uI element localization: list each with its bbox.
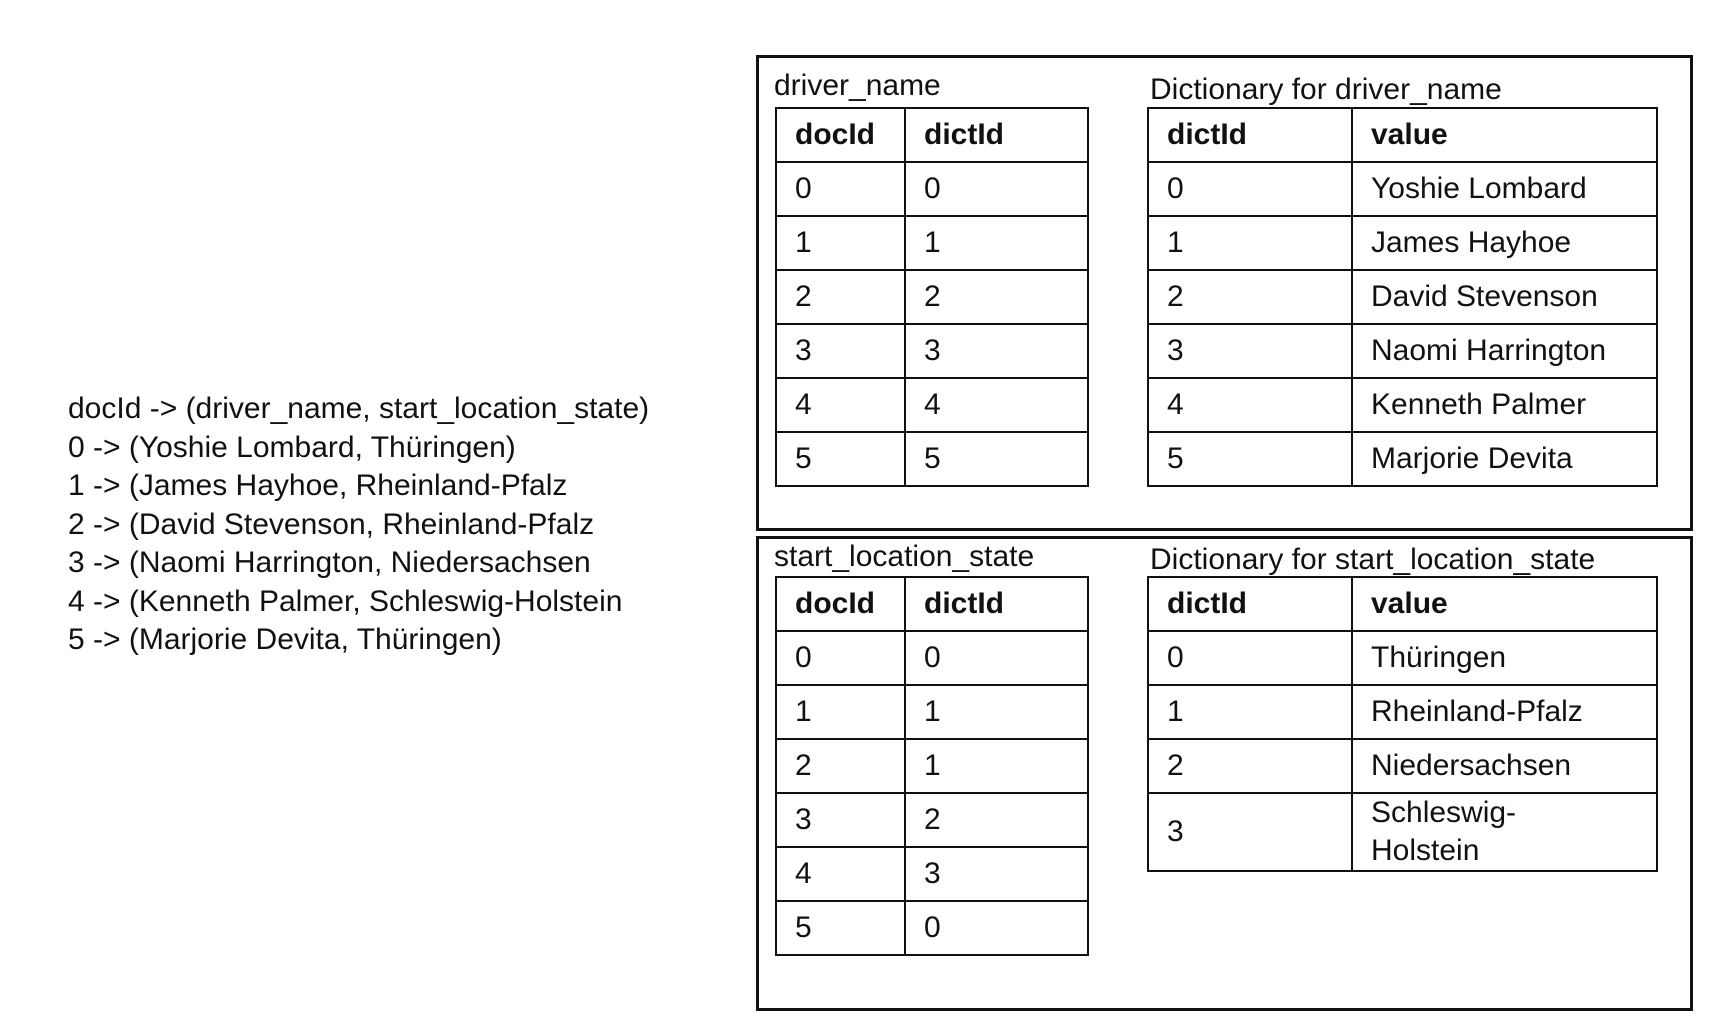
header-cell: dictId — [905, 577, 1088, 631]
header-cell: value — [1352, 108, 1657, 162]
cell: 0 — [1148, 162, 1352, 216]
state-dict-table — [1147, 576, 1658, 872]
table-row — [1148, 216, 1657, 270]
header-cell: dictId — [905, 108, 1088, 162]
cell: 4 — [776, 847, 905, 901]
cell: 5 — [905, 432, 1088, 486]
mapping-line: 5 -> (Marjorie Devita, Thüringen) — [68, 623, 502, 656]
cell: Marjorie Devita — [1352, 432, 1657, 486]
table-row — [1148, 324, 1657, 378]
state-table — [775, 576, 1089, 956]
mapping-header: docId -> (driver_name, start_location_state) — [68, 392, 650, 425]
table-row — [776, 432, 1088, 486]
doc-mapping — [68, 390, 649, 660]
driver-name-table — [775, 107, 1089, 487]
table-row — [776, 378, 1088, 432]
cell: Kenneth Palmer — [1352, 378, 1657, 432]
table-row — [776, 685, 1088, 739]
table-row — [776, 324, 1088, 378]
cell: 5 — [776, 432, 905, 486]
table-row — [776, 162, 1088, 216]
table-row — [776, 631, 1088, 685]
header-cell: docId — [776, 577, 905, 631]
mapping-line: 1 -> (James Hayhoe, Rheinland-Pfalz — [68, 469, 568, 502]
cell: 2 — [776, 739, 905, 793]
cell: Naomi Harrington — [1352, 324, 1657, 378]
cell: 5 — [776, 901, 905, 955]
cell: 1 — [776, 685, 905, 739]
table-header-row — [776, 108, 1088, 162]
cell: 3 — [905, 324, 1088, 378]
table-row — [1148, 793, 1657, 871]
cell: 0 — [1148, 631, 1352, 685]
cell: 0 — [905, 631, 1088, 685]
table-row — [776, 739, 1088, 793]
cell: 1 — [776, 216, 905, 270]
cell: 1 — [905, 216, 1088, 270]
cell: Rheinland-Pfalz — [1352, 685, 1657, 739]
cell: 2 — [776, 270, 905, 324]
driver-dict-caption: Dictionary for driver_name — [1150, 73, 1502, 106]
header-cell: dictId — [1148, 577, 1352, 631]
mapping-line: 4 -> (Kenneth Palmer, Schleswig-Holstein — [68, 584, 623, 618]
cell: 1 — [905, 685, 1088, 739]
cell: 2 — [1148, 270, 1352, 324]
table-header-row — [776, 577, 1088, 631]
cell: 1 — [1148, 685, 1352, 739]
cell: 3 — [776, 793, 905, 847]
cell: 0 — [776, 162, 905, 216]
cell: 0 — [905, 162, 1088, 216]
mapping-line: 0 -> (Yoshie Lombard, Thüringen) — [68, 430, 516, 464]
table-row — [1148, 685, 1657, 739]
table-row — [1148, 270, 1657, 324]
cell: 4 — [776, 378, 905, 432]
table-row — [1148, 631, 1657, 685]
table-header-row — [1148, 577, 1657, 631]
mapping-line: 2 -> (David Stevenson, Rheinland-Pfalz — [68, 507, 595, 541]
table-row — [776, 901, 1088, 955]
cell: Yoshie Lombard — [1352, 162, 1657, 216]
cell: Niedersachsen — [1352, 739, 1657, 793]
header-cell: dictId — [1148, 108, 1352, 162]
table-row — [1148, 739, 1657, 793]
cell: 2 — [905, 270, 1088, 324]
cell: 4 — [1148, 378, 1352, 432]
header-cell: docId — [776, 108, 905, 162]
table-row — [1148, 432, 1657, 486]
state-dict-caption: Dictionary for start_location_state — [1150, 543, 1596, 576]
cell: 2 — [905, 793, 1088, 847]
mapping-line: 3 -> (Naomi Harrington, Niedersachsen — [68, 546, 591, 579]
cell: David Stevenson — [1352, 270, 1657, 324]
cell: James Hayhoe — [1352, 216, 1657, 270]
cell: 5 — [1148, 432, 1352, 486]
cell: 3 — [1148, 324, 1352, 378]
cell: 4 — [905, 378, 1088, 432]
cell: 1 — [905, 739, 1088, 793]
state-caption: start_location_state — [774, 540, 1035, 573]
cell: 3 — [1148, 793, 1352, 871]
driver-dict-table — [1147, 107, 1658, 487]
table-row — [776, 216, 1088, 270]
cell: Thüringen — [1352, 631, 1657, 685]
header-cell: value — [1352, 577, 1657, 631]
table-header-row — [1148, 108, 1657, 162]
cell: 0 — [776, 631, 905, 685]
cell: 3 — [776, 324, 905, 378]
table-row — [776, 270, 1088, 324]
cell: Schleswig- Holstein — [1352, 793, 1657, 871]
driver-name-caption: driver_name — [774, 69, 941, 102]
table-row — [1148, 378, 1657, 432]
table-row — [1148, 162, 1657, 216]
cell: 1 — [1148, 216, 1352, 270]
cell: 0 — [905, 901, 1088, 955]
cell: 2 — [1148, 739, 1352, 793]
table-row — [776, 847, 1088, 901]
cell: 3 — [905, 847, 1088, 901]
table-row — [776, 793, 1088, 847]
